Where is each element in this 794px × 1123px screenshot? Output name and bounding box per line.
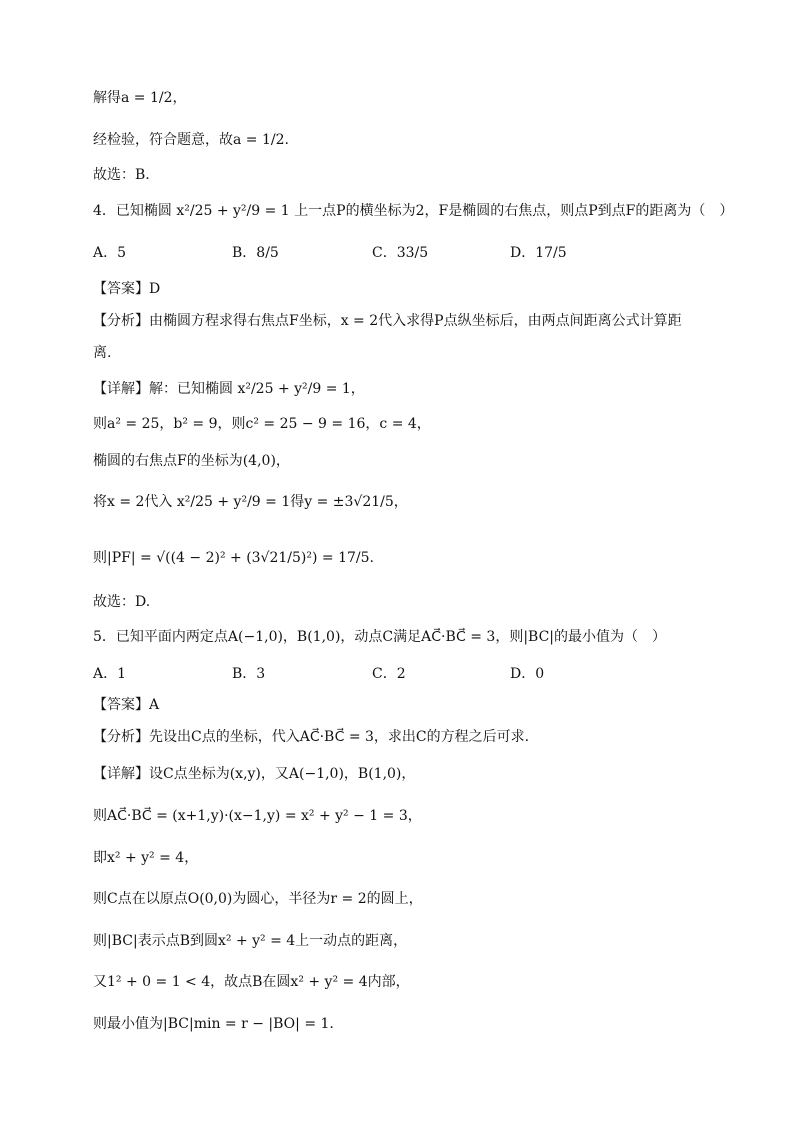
text-line: 则|BC|表示点B到圆x² + y² = 4上一动点的距离， xyxy=(93,933,408,949)
text-line: 则最小值为|BC|min = r − |BO| = 1. xyxy=(93,1016,334,1032)
text-line: 离. xyxy=(93,345,112,361)
option-c: C．33/5 xyxy=(372,245,429,261)
text-line: 又1² + 0 = 1 < 4，故点B在圆x² + y² = 4内部， xyxy=(93,974,410,990)
question-5-stem: 5．已知平面内两定点A(−1,0)，B(1,0)，动点C满足AC⃗·BC⃗ = 3，则|BC|的最小值为（ ） xyxy=(93,629,667,645)
analysis-line: 【分析】先设出C点的坐标，代入AC⃗·BC⃗ = 3，求出C的方程之后可求. xyxy=(93,729,530,745)
text-line: 将x = 2代入 x²/25 + y²/9 = 1得y = ±3√21/5， xyxy=(93,494,408,510)
text-line: 椭圆的右焦点F的坐标为(4,0)， xyxy=(93,453,290,469)
question-4-stem: 4．已知椭圆 x²/25 + y²/9 = 1 上一点P的横坐标为2，F是椭圆的右焦点，则点P到点F的距离为（ ） xyxy=(93,203,734,219)
option-a: A．5 xyxy=(93,245,127,261)
text-line: 则a² = 25，b² = 9，则c² = 25 − 9 = 16，c = 4， xyxy=(93,416,431,432)
text-line: 经检验，符合题意，故a = 1/2. xyxy=(93,132,289,148)
text-line: 解得a = 1/2， xyxy=(93,90,187,106)
text-line: 故选：B. xyxy=(93,167,150,183)
text-line: 则|PF| = √((4 − 2)² + (3√21/5)²) = 17/5. xyxy=(93,550,374,566)
text-line: 则C点在以原点O(0,0)为圆心，半径为r = 2的圆上， xyxy=(93,891,423,907)
detail-line: 【详解】设C点坐标为(x,y)，又A(−1,0)，B(1,0)， xyxy=(93,766,416,782)
option-b: B．8/5 xyxy=(232,245,279,261)
option-c: C．2 xyxy=(372,666,406,682)
detail-line: 【详解】解：已知椭圆 x²/25 + y²/9 = 1， xyxy=(93,381,365,397)
option-b: B．3 xyxy=(232,666,266,682)
answer-line: 【答案】D xyxy=(93,281,161,297)
text-line: 故选：D. xyxy=(93,594,151,610)
option-a: A．1 xyxy=(93,666,127,682)
answer-line: 【答案】A xyxy=(93,697,160,713)
text-line: 则AC⃗·BC⃗ = (x+1,y)·(x−1,y) = x² + y² − 1 = 3， xyxy=(93,808,422,824)
option-d: D．17/5 xyxy=(510,245,567,261)
option-d: D．0 xyxy=(510,666,545,682)
analysis-line: 【分析】由椭圆方程求得右焦点F坐标，x = 2代入求得P点纵坐标后，由两点间距离公式计算距 xyxy=(93,313,682,329)
text-line: 即x² + y² = 4， xyxy=(93,850,199,866)
